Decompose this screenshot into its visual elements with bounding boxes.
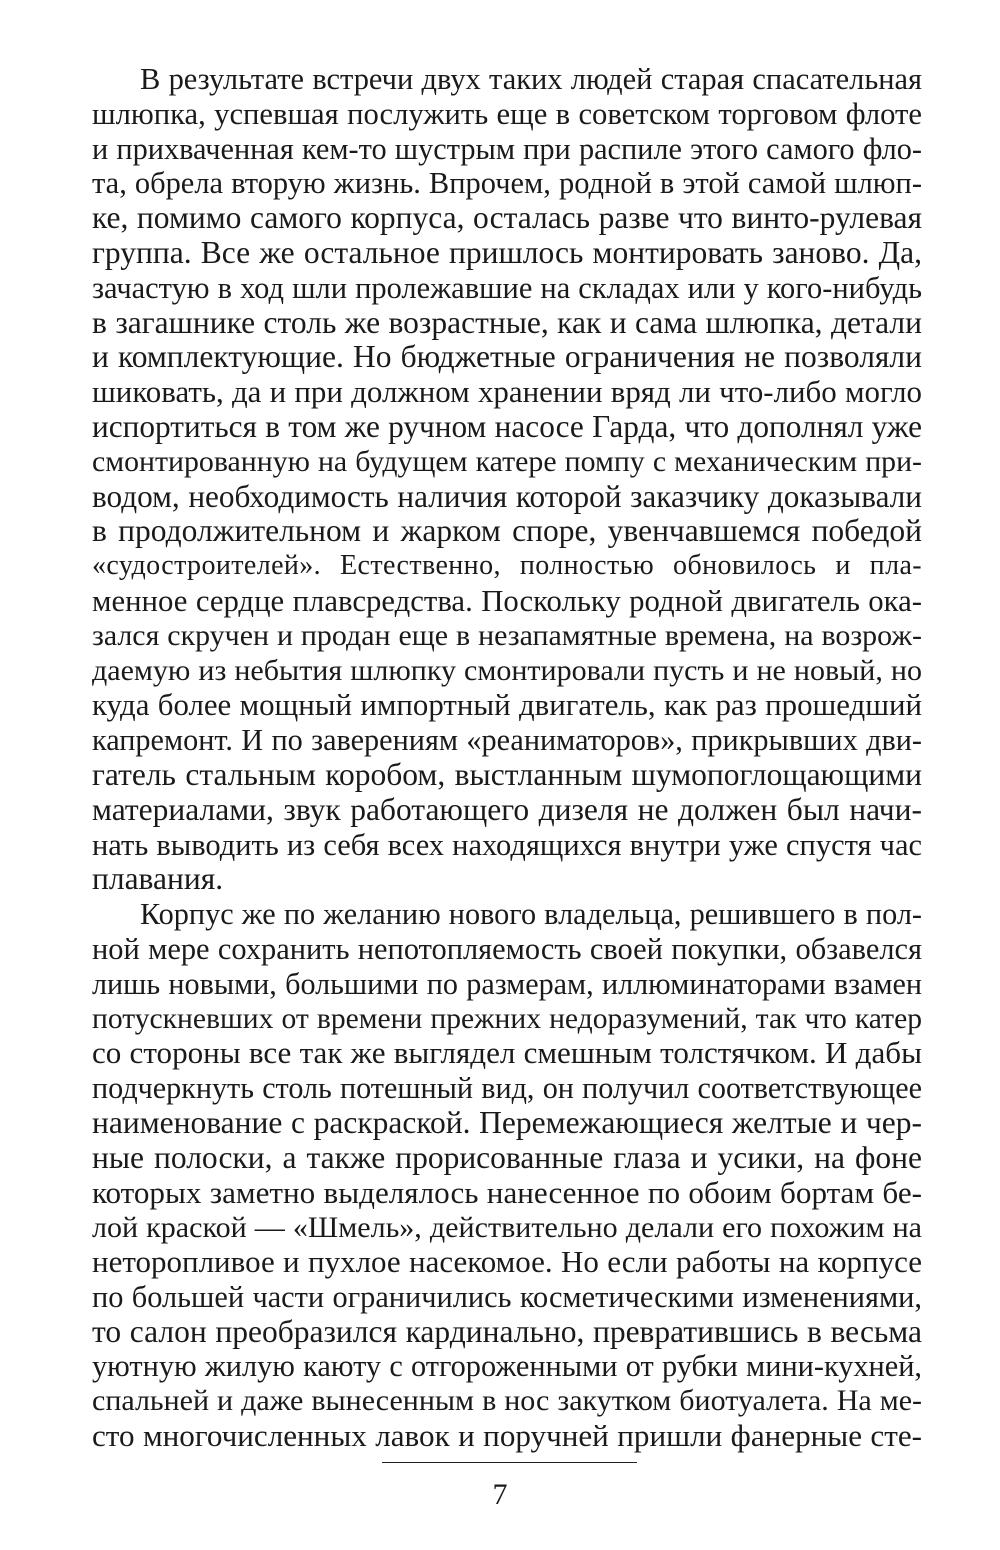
text-line: ке, помимо самого корпуса, осталась разве что винто-рулевая (92, 200, 922, 236)
text-line: ной мере сохранить непотопляемость своей покупки, обзавелся (92, 931, 922, 966)
text-line: испортиться в том же ручном насосе Гарда, что дополнял уже (92, 408, 922, 444)
text-line: капремонт. И по заверениям «реаниматоров», прикрывших дви- (92, 723, 922, 758)
text-line: гатель стальным коробом, выстланным шумопоглощающими (92, 756, 922, 792)
text-line: плавания. (92, 861, 224, 897)
text-line: шлюпка, успевшая послужить еще в советском торговом флоте (92, 96, 922, 131)
text-line: спальней и даже вынесенным в нос закутком биотуалета. На ме- (92, 1384, 922, 1418)
text-line: сто многочисленных лавок и поручней пришли фанерные сте- (92, 1418, 922, 1454)
text-line: в продолжительном и жарком споре, увенчавшемся победой (92, 513, 922, 549)
text-line: потускневших от времени прежних недоразумений, так что катер (92, 1002, 922, 1035)
text-line: уютную жилую каюту с отгороженными от рубки мини-кухней, (92, 1349, 922, 1384)
text-line: лой краской — «Шмель», действительно делали его похожим на (92, 1210, 922, 1245)
text-line: по большей части ограничились косметическими изменениями, (92, 1279, 922, 1314)
text-lines (92, 62, 922, 1454)
footer-rule (382, 1462, 637, 1463)
text-line: со стороны все так же выглядел смешным толстячком. И дабы (92, 1035, 922, 1071)
text-line: нать выводить из себя всех находящихся внутри уже спустя час (92, 827, 922, 862)
page-number: 7 (492, 1478, 508, 1511)
text-line: и прихваченная кем-то шустрым при распиле этого самого фло- (92, 131, 922, 166)
page-body (92, 62, 922, 1454)
text-line: зачастую в ход шли пролежавшие на складах или у кого-нибудь (92, 270, 922, 305)
text-line: которых заметно выделялось нанесенное по обоим бортам бе- (92, 1174, 922, 1210)
text-line: подчеркнуть столь потешный вид, он получил соответствующее (92, 1071, 922, 1106)
text-line: куда более мощный импортный двигатель, как раз прошедший (92, 688, 922, 723)
text-line: Корпус же по желанию нового владельца, решившего в пол- (140, 897, 922, 932)
text-line: шиковать, да и при должном хранении вряд ли что-либо могло (92, 374, 922, 410)
text-line: менное сердце плавсредства. Поскольку родной двигатель ока- (92, 583, 922, 618)
text-line: в загашнике столь же возрастные, как и сама шлюпка, детали (92, 304, 922, 340)
text-line: «судостроителей». Естественно, полностью обновилось и пла- (92, 550, 922, 582)
text-line: водом, необходимость наличия которой заказчику доказывали (92, 478, 922, 514)
text-line: зался скручен и продан еще в незапамятные времена, на возрож- (92, 618, 922, 652)
text-line: то салон преобразился кардинально, превратившись в весьма (92, 1313, 922, 1349)
text-line: и комплектующие. Но бюджетные ограничения не позволяли (92, 339, 922, 375)
text-line: материалами, звук работающего дизеля не должен был начи- (92, 791, 922, 827)
text-line: наименование с раскраской. Перемежающиеся желтые и чер- (92, 1104, 922, 1140)
text-line: ные полоски, а также прорисованные глаза и усики, на фоне (92, 1139, 922, 1175)
text-line: та, обрела вторую жизнь. Впрочем, родной в этой самой шлюп- (92, 166, 922, 201)
text-line: смонтированную на будущем катере помпу с механическим при- (92, 444, 922, 478)
text-line: неторопливое и пухлое насекомое. Но если работы на корпусе (92, 1244, 922, 1280)
text-line: группа. Все же остальное пришлось монтировать заново. Да, (92, 234, 922, 270)
text-line: даемую из небытия шлюпку смонтировали пусть и не новый, но (92, 653, 922, 687)
text-line: В результате встречи двух таких людей старая спасательная (140, 62, 922, 96)
text-line: лишь новыми, большими по размерам, иллюминаторами взамен (92, 966, 922, 1001)
